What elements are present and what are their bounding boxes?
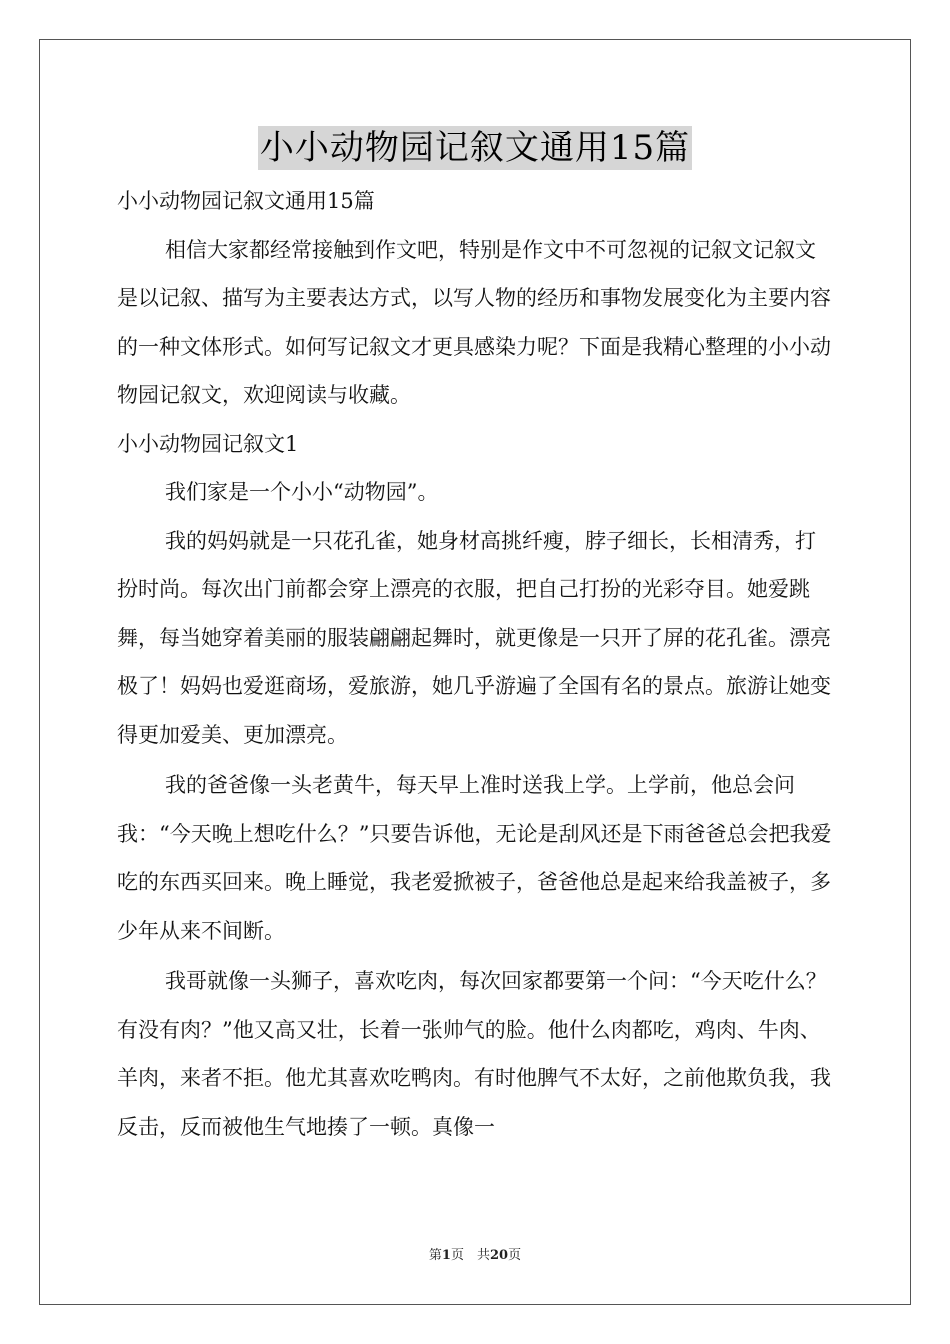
paragraph: 我的爸爸像一头老黄牛，每天早上准时送我上学。上学前，他总会问我：“今天晚上想吃什么？”只要告诉他，无论是刮风还是下雨爸爸总会把我爱吃的东西买回来。晚上睡觉，我老爱掀被子，爸爸他总是起来给我盖被子，多少年从来不间断。 bbox=[117, 773, 832, 943]
paragraph-intro: 相信大家都经常接触到作文吧，特别是作文中不可忽视的记叙文记叙文是以记叙、描写为主要表达方式，以写人物的经历和事物发展变化为主要内容的一种文体形式。如何写记叙文才更具感染力呢？下面是我精心整理的小小动物园记叙文，欢迎阅读与收藏。 bbox=[117, 237, 831, 407]
footer-middle: 页 共 bbox=[450, 1248, 490, 1263]
footer-prefix: 第 bbox=[428, 1248, 442, 1263]
paragraph: 我们家是一个小小“动物园”。 bbox=[165, 480, 439, 504]
paragraph: 我哥就像一头狮子，喜欢吃肉，每次回家都要第一个问：“今天吃什么？有没有肉？”他又高又壮，长着一张帅气的脸。他什么肉都吃，鸡肉、牛肉、羊肉，来者不拒。他尤其喜欢吃鸭肉。有时他脾气不太好，之前他欺负我，我反击，反而被他生气地揍了一顿。真像一 bbox=[117, 969, 831, 1139]
document-subtitle: 小小动物园记叙文通用15篇 bbox=[117, 189, 375, 213]
footer-total-pages: 20 bbox=[489, 1248, 509, 1263]
document-title: 小小动物园记叙文通用15篇 bbox=[259, 128, 691, 168]
section-heading: 小小动物园记叙文1 bbox=[117, 431, 299, 456]
title-container bbox=[0, 126, 950, 170]
page-footer bbox=[0, 1248, 950, 1264]
paragraph: 我的妈妈就是一只花孔雀，她身材高挑纤瘦，脖子细长，长相清秀，打扮时尚。每次出门前都会穿上漂亮的衣服，把自己打扮的光彩夺目。她爱跳舞，每当她穿着美丽的服装翩翩起舞时，就更像是一只开了屏的花孔雀。漂亮极了！妈妈也爱逛商场，爱旅游，她几乎游遍了全国有名的景点。旅游让她变得更加爱美、更加漂亮。 bbox=[117, 528, 831, 747]
footer-page-number: 1 bbox=[441, 1248, 451, 1263]
footer-suffix: 页 bbox=[508, 1248, 522, 1263]
document-body bbox=[117, 177, 833, 1151]
